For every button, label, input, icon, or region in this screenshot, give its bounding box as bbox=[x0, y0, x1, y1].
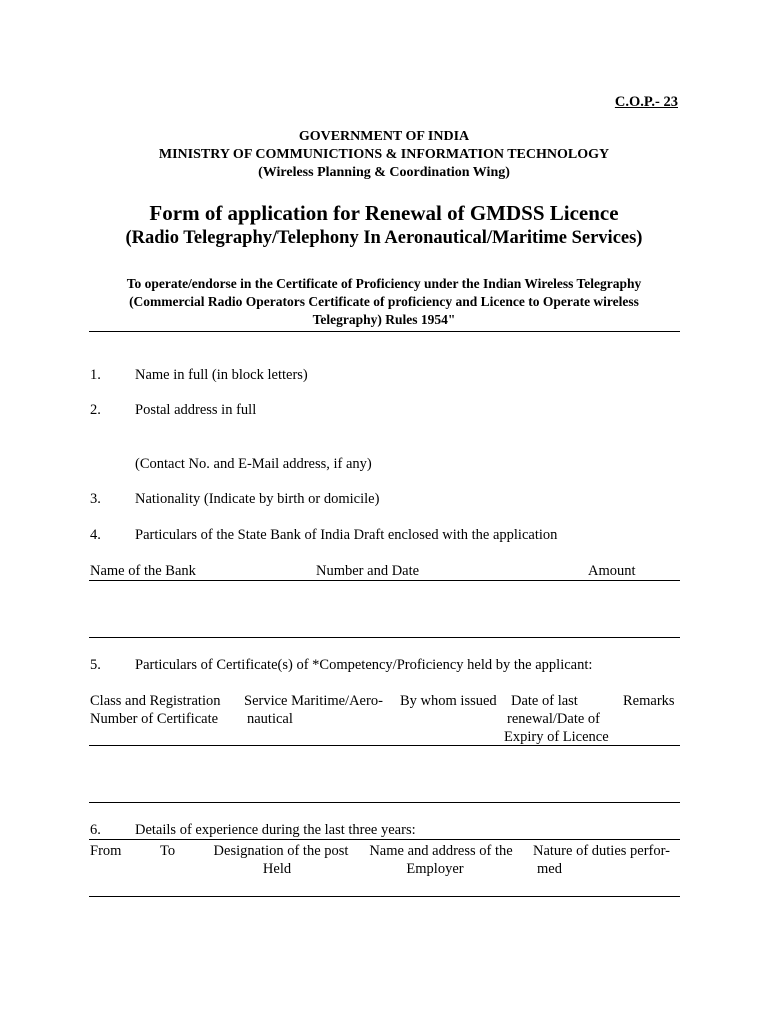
bank-table-bottom-rule bbox=[89, 637, 680, 638]
item-certificates-label: Particulars of Certificate(s) of *Competency/Proficiency held by the applicant: bbox=[135, 657, 593, 673]
item-number-5: 5. bbox=[90, 657, 101, 673]
scope-line-3: Telegraphy) Rules 1954" bbox=[312, 312, 456, 327]
item-number-2: 2. bbox=[90, 402, 101, 418]
cert-table-header-rule bbox=[89, 745, 680, 746]
item-address-note: (Contact No. and E-Mail address, if any) bbox=[135, 456, 372, 472]
experience-table-header-rule bbox=[89, 896, 680, 897]
item-experience-label: Details of experience during the last three years: bbox=[135, 822, 416, 838]
bank-col-number-date: Number and Date bbox=[316, 563, 420, 579]
cert-col-class-registration: Class and Registration Number of Certificate bbox=[90, 693, 221, 727]
exp-col-to: To bbox=[160, 843, 176, 859]
exp-col-from: From bbox=[90, 843, 122, 859]
cert-col-service: Service Maritime/Aero- nautical bbox=[244, 693, 383, 727]
ministry-heading: MINISTRY OF COMMUNICTIONS & INFORMATION TECHNOLOGY bbox=[158, 147, 610, 162]
cert-table-bottom-rule bbox=[89, 802, 680, 803]
cert-col-remarks: Remarks bbox=[623, 693, 675, 709]
exp-col-employer: Name and address of the Employer bbox=[369, 843, 513, 877]
form-title: Form of application for Renewal of GMDSS Licence bbox=[149, 201, 619, 225]
item-nationality-label: Nationality (Indicate by birth or domicile) bbox=[135, 491, 380, 507]
wing-heading: (Wireless Planning & Coordination Wing) bbox=[258, 165, 510, 180]
exp-col-designation: Designation of the post Held bbox=[213, 843, 349, 877]
item-number-6: 6. bbox=[90, 822, 101, 838]
scope-line-2: (Commercial Radio Operators Certificate of proficiency and Licence to Operate wireless bbox=[129, 294, 639, 309]
item-name-label: Name in full (in block letters) bbox=[135, 367, 308, 383]
item-number-4: 4. bbox=[90, 527, 101, 543]
experience-table-top-rule bbox=[89, 839, 680, 840]
bank-col-amount: Amount bbox=[588, 563, 636, 579]
item-number-3: 3. bbox=[90, 491, 101, 507]
form-code: C.O.P.- 23 bbox=[614, 94, 678, 110]
cert-col-issued-by: By whom issued bbox=[400, 693, 497, 709]
exp-col-duties: Nature of duties perfor- med bbox=[533, 843, 670, 877]
government-heading: GOVERNMENT OF INDIA bbox=[298, 129, 470, 144]
bank-table-header-rule bbox=[89, 580, 680, 581]
form-subtitle: (Radio Telegraphy/Telephony In Aeronautical/Maritime Services) bbox=[125, 228, 643, 248]
item-address-label: Postal address in full bbox=[135, 402, 257, 418]
scope-line-1: To operate/endorse in the Certificate of Proficiency under the Indian Wireless Telegraphy bbox=[126, 276, 642, 291]
cert-col-renewal-expiry: Date of last renewal/Date of Expiry of Licence bbox=[504, 693, 609, 745]
header-divider bbox=[89, 331, 680, 332]
bank-col-name: Name of the Bank bbox=[90, 563, 196, 579]
item-bank-draft-label: Particulars of the State Bank of India Draft enclosed with the application bbox=[135, 527, 558, 543]
item-number-1: 1. bbox=[90, 367, 101, 383]
